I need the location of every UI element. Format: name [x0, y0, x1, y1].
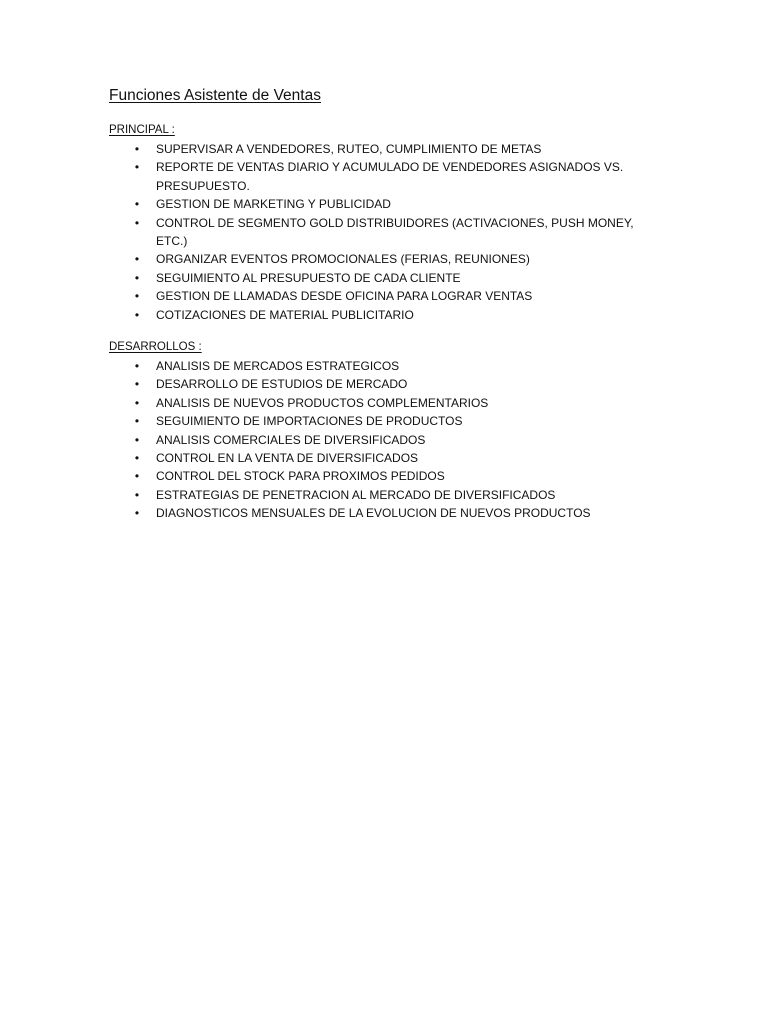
bullet-icon: •: [134, 197, 140, 212]
bullet-icon: •: [134, 270, 140, 285]
list-item: [130, 287, 660, 305]
list-item-text: COTIZACIONES DE MATERIAL PUBLICITARIO: [156, 307, 414, 322]
list-item-text: DESARROLLO DE ESTUDIOS DE MERCADO: [156, 377, 408, 392]
desarrollos-list: [130, 357, 660, 523]
list-item-text: ANALISIS COMERCIALES DE DIVERSIFICADOS: [156, 432, 426, 447]
list-item: [130, 504, 660, 522]
bullet-icon: •: [134, 307, 140, 322]
list-item-text: ORGANIZAR EVENTOS PROMOCIONALES (FERIAS, REUNIONES): [156, 252, 530, 267]
list-item-text: SUPERVISAR A VENDEDORES, RUTEO, CUMPLIMIENTO DE METAS: [156, 142, 542, 156]
list-item-text: CONTROL DE SEGMENTO GOLD DISTRIBUIDORES (ACTIVACIONES, PUSH MONEY, ETC.): [156, 215, 634, 249]
list-item-text: ESTRATEGIAS DE PENETRACION AL MERCADO DE DIVERSIFICADOS: [156, 487, 556, 502]
bullet-icon: •: [134, 215, 140, 230]
bullet-icon: •: [134, 160, 140, 175]
list-item-text: ANALISIS DE MERCADOS ESTRATEGICOS: [156, 359, 400, 373]
bullet-icon: •: [134, 377, 140, 392]
list-item: [130, 195, 660, 213]
list-item-text: ANALISIS DE NUEVOS PRODUCTOS COMPLEMENTARIOS: [156, 395, 489, 410]
document-title: Funciones Asistente de Ventas: [109, 87, 321, 104]
bullet-icon: •: [134, 252, 140, 267]
bullet-icon: •: [134, 487, 140, 502]
list-item-text: CONTROL DEL STOCK PARA PROXIMOS PEDIDOS: [156, 469, 445, 484]
bullet-icon: •: [134, 289, 140, 304]
list-item: [130, 412, 660, 430]
list-item: [130, 449, 660, 467]
list-item-text: SEGUIMIENTO AL PRESUPUESTO DE CADA CLIENTE: [156, 270, 461, 285]
list-item: [130, 140, 660, 158]
bullet-icon: •: [134, 432, 140, 447]
list-item-text: DIAGNOSTICOS MENSUALES DE LA EVOLUCION DE NUEVOS PRODUCTOS: [156, 506, 591, 521]
list-item: [130, 306, 660, 324]
bullet-icon: •: [134, 506, 140, 521]
bullet-icon: •: [134, 414, 140, 429]
list-item: [130, 394, 660, 412]
bullet-icon: •: [134, 359, 140, 373]
list-item: [130, 250, 660, 268]
list-item-text: REPORTE DE VENTAS DIARIO Y ACUMULADO DE VENDEDORES ASIGNADOS VS. PRESUPUESTO.: [156, 160, 624, 193]
bullet-icon: •: [134, 395, 140, 410]
list-item: [130, 158, 660, 195]
list-item: [130, 375, 660, 393]
section-heading-principal: PRINCIPAL :: [109, 124, 175, 136]
principal-list: [130, 140, 660, 324]
bullet-icon: •: [134, 469, 140, 484]
list-item: [130, 357, 660, 375]
list-item: [130, 431, 660, 449]
list-item-text: GESTION DE LLAMADAS DESDE OFICINA PARA LOGRAR VENTAS: [156, 289, 533, 304]
list-item-text: SEGUIMIENTO DE IMPORTACIONES DE PRODUCTOS: [156, 414, 463, 429]
bullet-icon: •: [134, 451, 140, 466]
bullet-icon: •: [134, 142, 140, 156]
list-item: [130, 467, 660, 485]
list-item-text: GESTION DE MARKETING Y PUBLICIDAD: [156, 197, 391, 212]
list-item: [130, 214, 660, 251]
list-item-text: CONTROL EN LA VENTA DE DIVERSIFICADOS: [156, 451, 419, 466]
section-heading-desarrollos: DESARROLLOS :: [109, 341, 202, 353]
list-item: [130, 486, 660, 504]
list-item: [130, 269, 660, 287]
